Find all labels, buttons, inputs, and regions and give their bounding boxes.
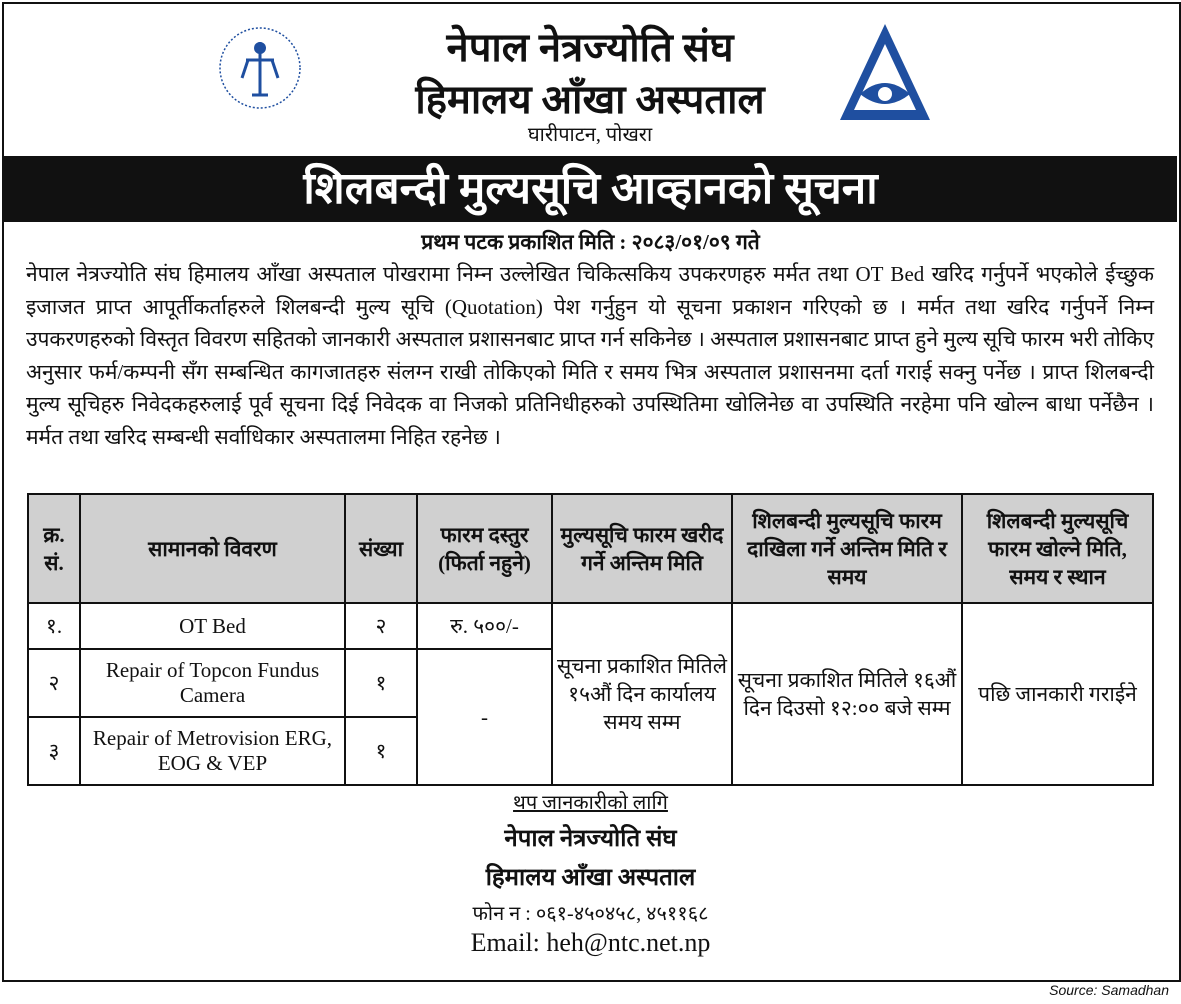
cell-sn: २ <box>28 649 80 717</box>
cell-sn: ३ <box>28 717 80 785</box>
items-table <box>27 493 1154 786</box>
more-info-label: थप जानकारीको लागि <box>513 792 668 814</box>
cell-item: Repair of Metrovision ERG, EOG & VEP <box>80 717 345 785</box>
cell-opening: पछि जानकारी गराईने <box>962 603 1153 785</box>
cell-fee: रु. ५००/- <box>417 603 552 649</box>
source-credit: Source: Samadhan <box>1049 982 1169 998</box>
table-row <box>28 603 1153 649</box>
table-header-row <box>28 494 1153 603</box>
cell-submit-deadline: सूचना प्रकाशित मितिले १६औं दिन दिउसो १२:०० बजे सम्म <box>732 603 962 785</box>
notice-body: नेपाल नेत्रज्योति संघ हिमालय आँखा अस्पताल पोखरामा निम्न उल्लेखित चिकित्सकिय उपकरणहरु मर्मत तथा OT Bed खरिद गर्नुपर्ने भएकोले ईच्छुक इजाजत प्राप्त आपूर्तीकर्ताहरुले शिलबन्दी मुल्य सूचि (Quotation) पेश गर्नुहुन यो सूचना प्रकाशन गरिएको छ । मर्मत तथा खरिद गर्नुपर्ने निम्न उपकरणहरुको विस्तृत विवरण सहितको जानकारी अस्पताल प्रशासनबाट प्राप्त गर्न सकिनेछ । अस्पताल प्रशासनबाट प्राप्त हुने मुल्य सूचि फारम भरी तोकिए अनुसार फर्म/कम्पनी सँग सम्बन्धित कागजातहरु संलग्न राखी तोकिएको मिति र समय भित्र अस्पताल प्रशासनमा दर्ता गराई सक्नु पर्नेछ । प्राप्त शिलबन्दी मुल्य सूचिहरु निवेदकहरुलाई पूर्व सूचना दिई निवेदक वा निजको प्रतिनिधीहरुको उपस्थितिमा खोलिनेछ वा उपस्थिति नरहेमा पनि खोल्न बाधा पर्नेछैन । मर्मत तथा खरिद सम्बन्धी सर्वाधिकार अस्पतालमा निहित रहनेछ । <box>26 262 1154 449</box>
col-qty: संख्या <box>345 494 417 603</box>
address: घारीपाटन, पोखरा <box>527 124 653 146</box>
footer-hospital: हिमालय आँखा अस्पताल <box>485 865 696 891</box>
footer <box>0 788 1181 958</box>
col-submit: शिलबन्दी मुल्यसूचि फारम दाखिला गर्ने अन्तिम मिति र समय <box>732 494 962 603</box>
col-item: सामानको विवरण <box>80 494 345 603</box>
cell-qty: १ <box>345 717 417 785</box>
col-fee: फारम दस्तुर (फिर्ता नहुने) <box>417 494 552 603</box>
cell-item: OT Bed <box>80 603 345 649</box>
eye-hospital-logo-icon <box>838 22 933 122</box>
cell-sn: १. <box>28 603 80 649</box>
cell-item: Repair of Topcon Fundus Camera <box>80 649 345 717</box>
phone: फोन न : ०६१-४५०४५८, ४५११६८ <box>472 903 709 925</box>
publish-date: प्रथम पटक प्रकाशित मिति : २०८३/०१/०९ गते <box>421 230 760 254</box>
col-sn: क्र. सं. <box>28 494 80 603</box>
org-name: नेपाल नेत्रज्योति संघ <box>446 25 734 70</box>
cell-qty: १ <box>345 649 417 717</box>
hospital-name: हिमालय आँखा अस्पताल <box>415 77 765 122</box>
header <box>0 0 1181 155</box>
cell-qty: २ <box>345 603 417 649</box>
cell-fee: - <box>417 649 552 785</box>
nepal-netra-jyoti-sangh-logo-icon <box>210 20 310 120</box>
footer-org: नेपाल नेत्रज्योति संघ <box>504 826 677 852</box>
cell-purchase-deadline: सूचना प्रकाशित मितिले १५औं दिन कार्यालय समय सम्म <box>552 603 732 785</box>
col-purchase: मुल्यसूचि फारम खरीद गर्ने अन्तिम मिति <box>552 494 732 603</box>
notice-title: शिलबन्दी मुल्यसूचि आव्हानको सूचना <box>4 156 1177 222</box>
email: Email: heh@ntc.net.np <box>470 928 711 957</box>
col-opening: शिलबन्दी मुल्यसूचि फारम खोल्ने मिति, समय र स्थान <box>962 494 1153 603</box>
